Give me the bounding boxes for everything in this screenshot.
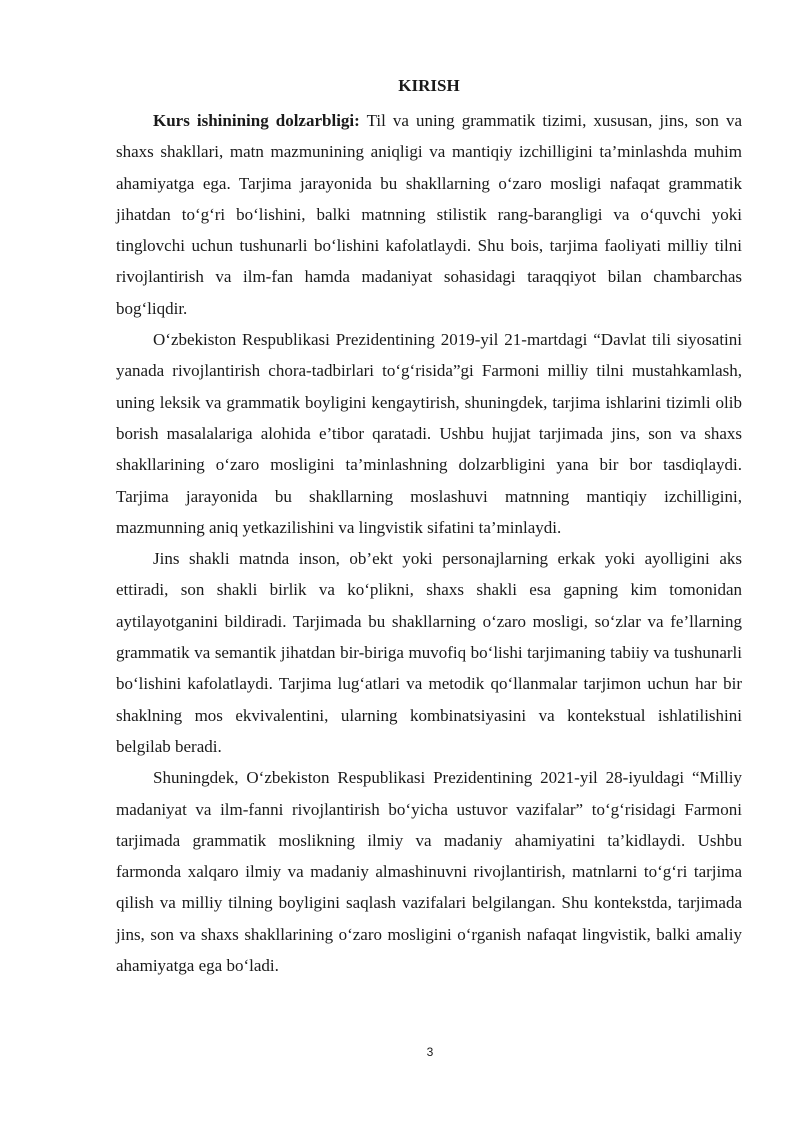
page-number: 3 xyxy=(426,1045,434,1059)
paragraph-relevance xyxy=(116,105,742,324)
section-title: KIRISH xyxy=(398,76,460,95)
paragraph-text: Til va uning grammatik tizimi, xususan, jins, son va shaxs shakllari, matn mazmunining aniqligi va mantiqiy izchilligini ta’minlashda muhim ahamiyatga ega. Tarjima jarayonida bu shakllarning o‘zaro mosligi nafaqat grammatik jihatdan to‘g‘ri bo‘lishini, balki matnning stilistik rang-barangligi va o‘quvchi yoki tinglovchi uchun tushunarli bo‘lishini kafolatlaydi. Shu bois, tarjima faoliyati milliy tilni rivojlantirish va ilm-fan hamda madaniyat sohasidagi taraqqiyot bilan chambarchas bog‘liqdir. xyxy=(116,111,742,318)
paragraph-grammatical-forms: Jins shakli matnda inson, ob’ekt yoki personajlarning erkak yoki ayolligini aks ettiradi, son shakli birlik va ko‘plikni, shaxs shakli esa gapning kim tomonidan aytilayotganini bildiradi. Tarjimada bu shakllarning o‘zaro mosligi, so‘zlar va fe’llarning grammatik va semantik jihatdan bir-biriga muvofiq bo‘lishi tarjimaning tabiiy va tushunarli bo‘lishini kafolatlaydi. Tarjima lug‘atlari va metodik qo‘llanmalar tarjimon uchun har bir shaklning mos ekvivalentini, ularning kombinatsiyasini va kontekstual ishlatilishini belgilab beradi. xyxy=(116,549,742,756)
paragraph-decree-2021: Shuningdek, O‘zbekiston Respublikasi Prezidentining 2021-yil 28-iyuldagi “Milliy madaniyat va ilm-fanni rivojlantirish bo‘yicha ustuvor vazifalar” to‘g‘risidagi Farmoni tarjimada grammatik moslikning ilmiy va madaniy ahamiyatini ta’kidlaydi. Ushbu farmonda xalqaro ilmiy va madaniy almashinuvni rivojlantirish, matnlarni to‘g‘ri tarjima qilish va milliy tilning boyligini saqlash vazifalari belgilangan. Shu kontekstda, tarjimada jins, son va shaxs shakllarining o‘zaro mosligini o‘rganish nafaqat lingvistik, balki amaliy ahamiyatga ega bo‘ladi. xyxy=(116,768,742,976)
paragraph-decree-2019: O‘zbekiston Respublikasi Prezidentining 2019-yil 21-martdagi “Davlat tili siyosatini yanada rivojlantirish chora-tadbirlari to‘g‘risida”gi Farmoni milliy tilni mustahkamlash, uning leksik va grammatik boyligini kengaytirish, shuningdek, tarjima ishlarini tizimli olib borish masalalariga alohida e’tibor qaratadi. Ushbu hujjat tarjimada jins, son va shaxs shakllarining o‘zaro mosligini ta’minlashning dolzarbligini yana bir bor tasdiqlaydi. Tarjima jarayonida bu shakllarning moslashuvi matnning mantiqiy izchilligini, mazmunning aniq yetkazilishini va lingvistik sifatini ta’minlaydi. xyxy=(116,330,742,537)
document-page xyxy=(116,76,742,981)
paragraph-lead: Kurs ishinining dolzarbligi: xyxy=(153,111,360,130)
